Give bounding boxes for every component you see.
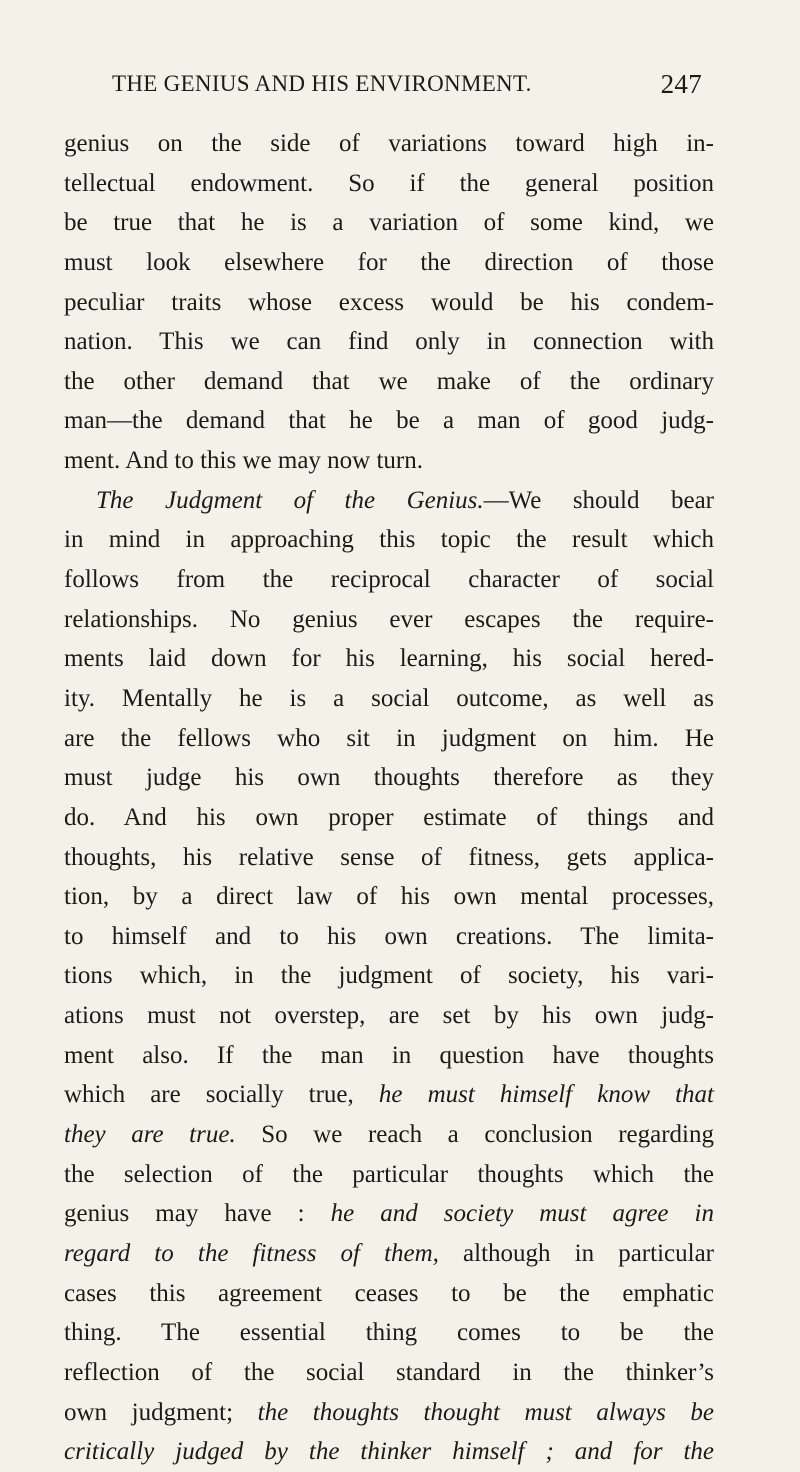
text-segment: tions which, in the judgment of society, his vari- xyxy=(64,962,714,990)
text-segment: ment. And to this we may now turn. xyxy=(64,447,423,475)
italic-text: he must himself know that xyxy=(378,1081,714,1109)
text-line xyxy=(64,1075,714,1115)
text-line xyxy=(64,520,714,560)
text-line xyxy=(64,1432,714,1472)
text-segment: reflection of the social standard in the thinker’s xyxy=(64,1358,714,1386)
text-segment: must look elsewhere for the direction of those xyxy=(64,248,714,276)
text-line xyxy=(64,600,714,640)
text-line xyxy=(64,124,714,164)
text-line xyxy=(64,798,714,838)
text-segment: the other demand that we make of the ordinary xyxy=(64,367,714,395)
text-segment: relationships. No genius ever escapes the require- xyxy=(64,605,714,633)
text-line xyxy=(64,362,714,402)
italic-text: regard to the fitness of them, xyxy=(64,1239,439,1267)
text-segment: —We should bear xyxy=(483,486,714,514)
text-line xyxy=(64,956,714,996)
text-line xyxy=(64,1274,714,1314)
italic-text: the thoughts thought must always be xyxy=(257,1398,715,1426)
text-line xyxy=(64,243,714,283)
text-segment: So we reach a conclusion regarding xyxy=(235,1121,714,1149)
text-line xyxy=(64,203,714,243)
italic-text: critically judged by the thinker himself ; and for the xyxy=(64,1438,714,1466)
text-segment: cases this agreement ceases to be the emphatic xyxy=(64,1279,714,1307)
text-line xyxy=(64,679,714,719)
text-segment: are the fellows who sit in judgment on him. He xyxy=(64,724,714,752)
text-line xyxy=(64,1234,714,1274)
text-line xyxy=(64,560,714,600)
text-segment: peculiar traits whose excess would be his condem- xyxy=(64,288,714,316)
text-segment: be true that he is a variation of some kind, we xyxy=(64,209,714,237)
text-segment: ment also. If the man in question have thoughts xyxy=(64,1041,714,1069)
text-line xyxy=(64,322,714,362)
text-line xyxy=(64,441,714,481)
text-line xyxy=(64,917,714,957)
text-line xyxy=(64,758,714,798)
text-line xyxy=(64,481,714,521)
text-line xyxy=(64,1036,714,1076)
text-line xyxy=(64,639,714,679)
text-segment: ity. Mentally he is a social outcome, as well as xyxy=(64,684,714,712)
text-line xyxy=(64,1313,714,1353)
text-line xyxy=(64,1115,714,1155)
text-line xyxy=(64,838,714,878)
body-text xyxy=(64,124,714,1472)
italic-text: they are true. xyxy=(64,1121,236,1149)
text-line xyxy=(64,1155,714,1195)
italic-text: The Judgment of the Genius. xyxy=(96,486,484,514)
page-number: 247 xyxy=(660,69,702,99)
text-segment: genius may have : xyxy=(64,1200,331,1228)
text-segment: ments laid down for his learning, his social hered- xyxy=(64,645,714,673)
text-line xyxy=(64,283,714,323)
text-segment: tion, by a direct law of his own mental processes, xyxy=(64,883,714,911)
running-head-title: THE GENIUS AND HIS ENVIRONMENT. xyxy=(112,71,532,96)
text-line xyxy=(64,164,714,204)
text-segment: do. And his own proper estimate of things and xyxy=(64,803,714,831)
text-segment: nation. This we can find only in connection with xyxy=(64,328,714,356)
text-segment: ations must not overstep, are set by his own judg- xyxy=(64,1002,714,1030)
text-segment: own judgment; xyxy=(64,1398,258,1426)
running-head xyxy=(112,64,702,104)
text-line xyxy=(64,1393,714,1433)
text-segment: must judge his own thoughts therefore as they xyxy=(64,764,714,792)
text-segment: in mind in approaching this topic the result which xyxy=(64,526,714,554)
text-line xyxy=(64,719,714,759)
text-segment: thing. The essential thing comes to be the xyxy=(64,1319,714,1347)
text-line xyxy=(64,401,714,441)
italic-text: he and society must agree in xyxy=(330,1200,714,1228)
text-segment: to himself and to his own creations. The limita- xyxy=(64,922,714,950)
text-segment: tellectual endowment. So if the general position xyxy=(64,169,714,197)
text-line xyxy=(64,1353,714,1393)
text-segment: although in particular xyxy=(438,1239,714,1267)
text-line xyxy=(64,1194,714,1234)
text-segment: the selection of the particular thoughts which the xyxy=(64,1160,714,1188)
text-line xyxy=(64,996,714,1036)
text-segment: man—the demand that he be a man of good judg- xyxy=(64,407,714,435)
text-line xyxy=(64,877,714,917)
text-segment: thoughts, his relative sense of fitness, gets applica- xyxy=(64,843,714,871)
text-segment: follows from the reciprocal character of social xyxy=(64,566,714,594)
text-segment: genius on the side of variations toward high in- xyxy=(64,130,714,157)
text-segment: which are socially true, xyxy=(64,1081,379,1109)
